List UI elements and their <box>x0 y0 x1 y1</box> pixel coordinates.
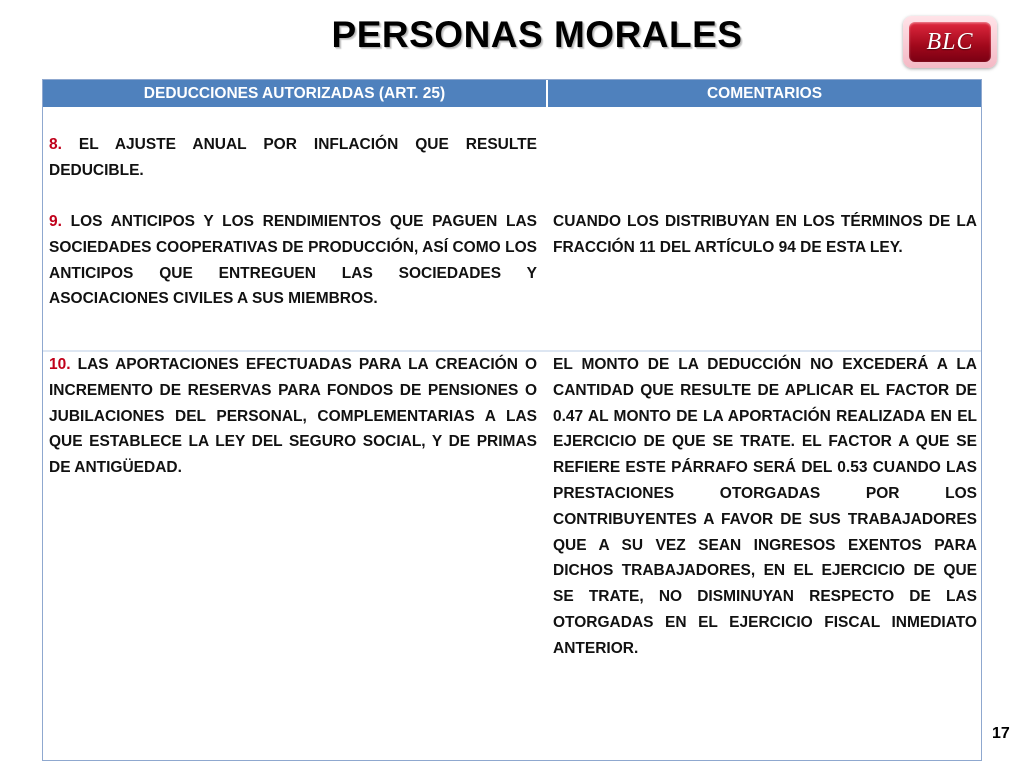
deduction-item-9 <box>49 209 537 312</box>
column-header-comments: COMENTARIOS <box>548 80 981 107</box>
item-number: 9. <box>49 213 62 230</box>
deduction-text: EL AJUSTE ANUAL POR INFLACIÓN QUE RESULTE DEDUCIBLE. <box>49 136 537 179</box>
deduction-item-8 <box>49 132 537 184</box>
deductions-table <box>42 79 982 761</box>
deduction-text: LOS ANTICIPOS Y LOS RENDIMIENTOS QUE PAGUEN LAS SOCIEDADES COOPERATIVAS DE PRODUCCIÓN, ASÍ COMO LOS ANTICIPOS QUE ENTREGUEN LAS SOCIEDADES Y ASOCIACIONES CIVILES A SUS MIEMBROS. <box>49 213 537 308</box>
comment-item-9: CUANDO LOS DISTRIBUYAN EN LOS TÉRMINOS DE LA FRACCIÓN 11 DEL ARTÍCULO 94 DE ESTA LEY. <box>553 213 977 256</box>
blc-logo <box>903 16 997 68</box>
item-number: 10. <box>49 356 71 373</box>
page-number: 17 <box>992 725 1010 742</box>
blc-logo-text: BLC <box>926 28 974 55</box>
blc-logo-plate <box>909 22 991 62</box>
item-number: 8. <box>49 136 62 153</box>
deduction-item-10 <box>49 352 537 481</box>
deduction-text: LAS APORTACIONES EFECTUADAS PARA LA CREACIÓN O INCREMENTO DE RESERVAS PARA FONDOS DE PENSIONES O JUBILACIONES DEL PERSONAL, COMPLEMENTARIAS A LAS QUE ESTABLECE LA LEY DEL SEGURO SOCIAL, Y DE PRIMAS DE ANTIGÜEDAD. <box>49 356 537 477</box>
column-header-deductions: DEDUCCIONES AUTORIZADAS (ART. 25) <box>43 80 548 107</box>
comment-item-10: EL MONTO DE LA DEDUCCIÓN NO EXCEDERÁ A LA CANTIDAD QUE RESULTE DE APLICAR EL FACTOR DE 0.47 AL MONTO DE LA APORTACIÓN REALIZADA EN EL EJERCICIO DE QUE SE TRATE. EL FACTOR A QUE SE REFIERE ESTE PÁRRAFO SERÁ DEL 0.53 CUANDO LAS PRESTACIONES OTORGADAS POR LOS CONTRIBUYENTES A FAVOR DE SUS TRABAJADORES QUE A SU VEZ SEAN INGRESOS EXENTOS PARA DICHOS TRABAJADORES, EN EL EJERCICIO DE QUE SE TRATE, NO DISMINUYAN RESPECTO DE LAS OTORGADAS EN EL EJERCICIO FISCAL INMEDIATO ANTERIOR. <box>553 356 977 657</box>
slide-title: PERSONAS MORALES <box>331 14 743 55</box>
